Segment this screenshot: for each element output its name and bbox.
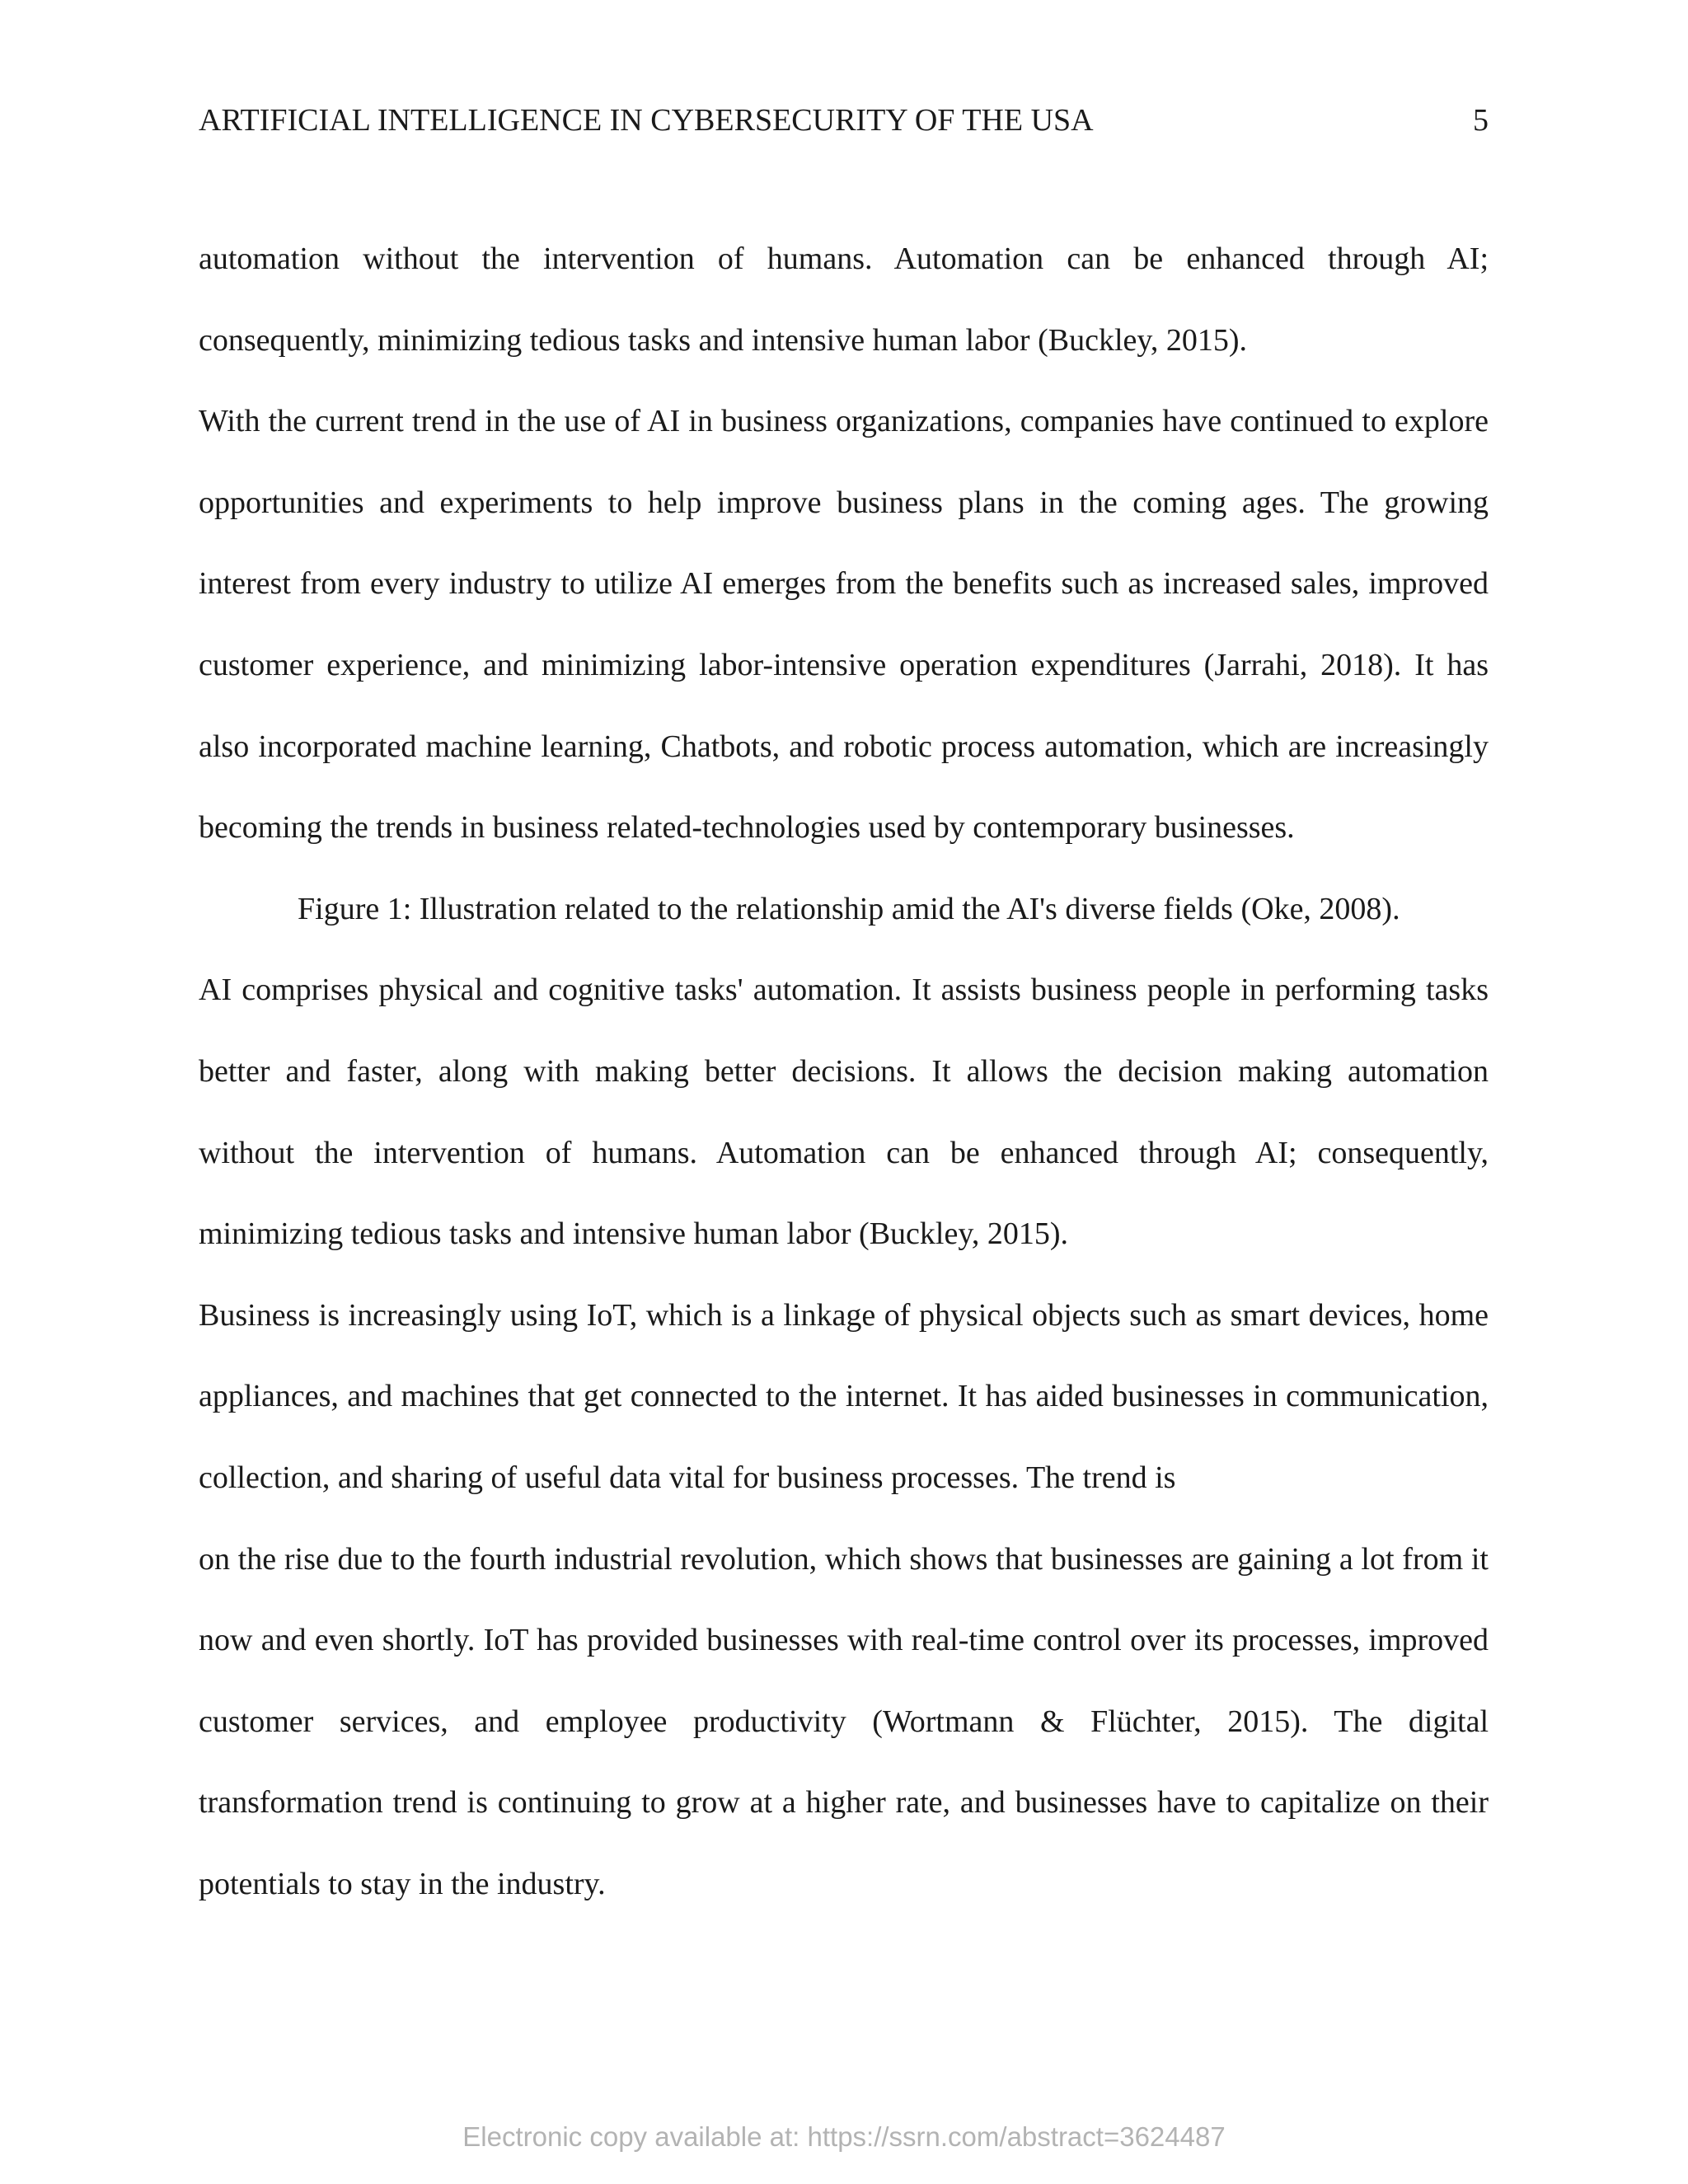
running-head-title: ARTIFICIAL INTELLIGENCE IN CYBERSECURITY OF THE USA <box>199 103 1094 138</box>
body-text <box>199 218 1489 1924</box>
paragraph-iot-intro: Business is increasingly using IoT, which is a linkage of physical objects such as smart devices, home appliances, and machines that get connected to the internet. It has aided businesses in communication, collection, and sharing of useful data vital for business processes. The trend is <box>199 1297 1489 1495</box>
figure-caption: Figure 1: Illustration related to the relationship amid the AI's diverse fields (Oke, 2008). <box>298 891 1400 926</box>
paragraph-continuation: automation without the intervention of humans. Automation can be enhanced through AI; consequently, minimizing tedious tasks and intensive human labor (Buckley, 2015). <box>199 241 1489 358</box>
running-head <box>199 97 1489 143</box>
ssrn-footer-link[interactable]: Electronic copy available at: https://ssrn.com/abstract=3624487 <box>462 2121 1226 2152</box>
paragraph-ai-trend: With the current trend in the use of AI in business organizations, companies have continued to explore opportunities and experiments to help improve business plans in the coming ages. The growing interest from every industry to utilize AI emerges from the benefits such as increased sales, improved customer experience, and minimizing labor-intensive operation expenditures (Jarrahi, 2018). It has also incorporated machine learning, Chatbots, and robotic process automation, which are increasingly becoming the trends in business related-technologies used by contemporary businesses. <box>199 404 1489 846</box>
page-number: 5 <box>1473 103 1489 138</box>
paragraph-iot-rise: on the rise due to the fourth industrial revolution, which shows that businesses are gaining a lot from it now and even shortly. IoT has provided businesses with real-time control over its processes, improved customer services, and employee productivity (Wortmann & Flüchter, 2015). The digital transformation trend is continuing to grow at a higher rate, and businesses have to capitalize on their potentials to stay in the industry. <box>199 1541 1489 1901</box>
paragraph-ai-automation: AI comprises physical and cognitive tasks' automation. It assists business people in performing tasks better and faster, along with making better decisions. It allows the decision making automation without the intervention of humans. Automation can be enhanced through AI; consequently, minimizing tedious tasks and intensive human labor (Buckley, 2015). <box>199 972 1489 1252</box>
